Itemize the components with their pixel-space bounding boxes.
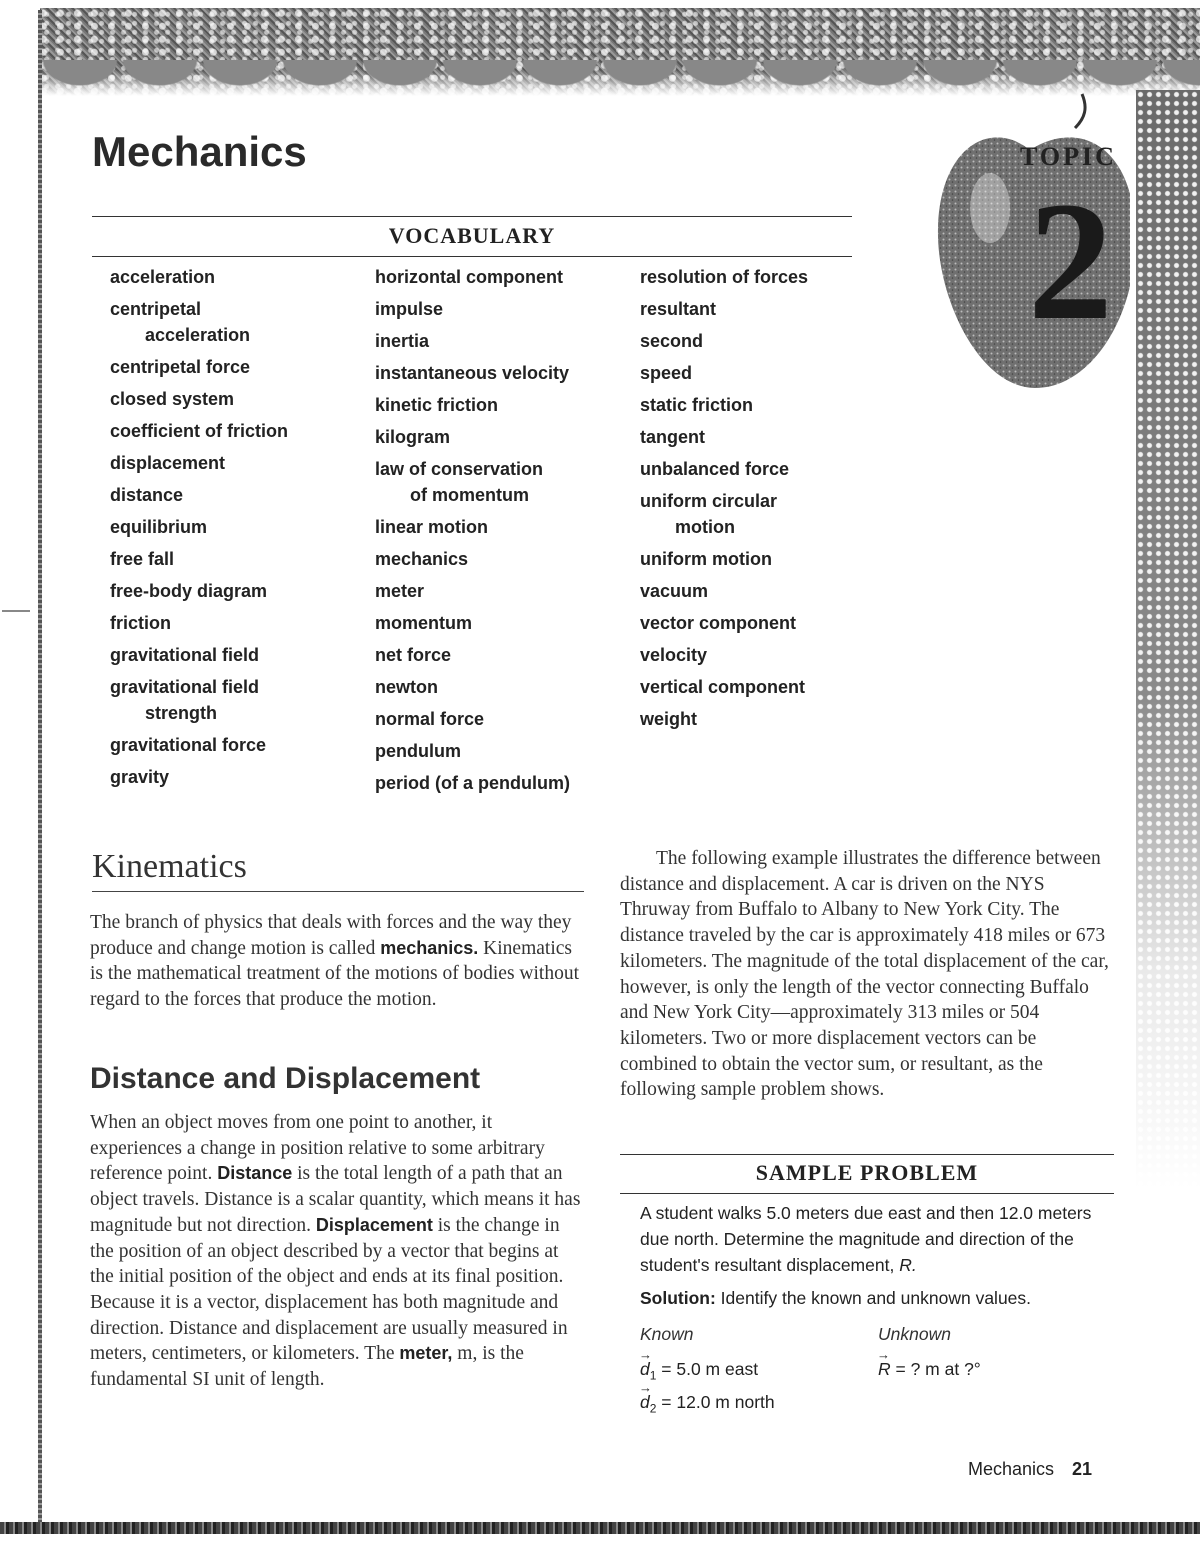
vocab-term: centripetal acceleration: [110, 299, 251, 345]
distance-displacement-heading: Distance and Displacement: [90, 1062, 481, 1095]
vocab-term: second: [640, 331, 704, 351]
page-title: Mechanics: [92, 128, 307, 175]
bottom-page-edge: [0, 1522, 1200, 1534]
topic-label: TOPIC: [1020, 142, 1117, 171]
unknown-label: Unknown: [878, 1324, 951, 1344]
vocab-term: net force: [375, 645, 452, 665]
vocab-term: linear motion: [375, 517, 489, 537]
vocab-term: momentum: [375, 613, 473, 633]
vocab-term: resultant: [640, 299, 717, 319]
sample-problem-heading: SAMPLE PROBLEM: [755, 1160, 979, 1185]
vocab-top-rule: [92, 216, 852, 217]
kinematics-heading: Kinematics: [92, 848, 247, 885]
vocab-term: instantaneous velocity: [375, 363, 570, 383]
page-number: 21: [1072, 1459, 1093, 1479]
vocab-term: speed: [640, 363, 693, 383]
vocab-term: displacement: [110, 453, 226, 473]
solution-label: Solution:: [640, 1288, 716, 1308]
vocab-term: velocity: [640, 645, 708, 665]
left-page-edge: [38, 10, 42, 1530]
solution-line: Solution: Identify the known and unknown values.: [640, 1288, 1032, 1308]
margin-mark: [2, 610, 30, 612]
distance-paragraph: When an object moves from one point to another, it experiences a change in position relative to some arbitrary reference point. Distance is the total length of a path that an object travels. Distance is a scalar quantity, which means it has magnitude but not direction. Displacement is the change in the position of an object described by a vector that begins at the initial position of the object and ends at its final position. Because it is a vector, displacement has both magnitude and direction. Distance and displacement are usually measured in meters, centimeters, or kilometers. The meter, m, is the fundamental SI unit of length.: [90, 1112, 581, 1391]
vocab-term: gravitational field strength: [110, 677, 260, 723]
vocab-term: meter: [375, 581, 425, 601]
known-label: Known: [640, 1324, 694, 1344]
vocab-term: impulse: [375, 299, 444, 319]
vocab-term: gravitational field: [110, 645, 260, 665]
vocab-term: closed system: [110, 389, 235, 409]
page-footer: [968, 1459, 1092, 1480]
vocab-term: free fall: [110, 549, 175, 569]
kinematics-paragraph: The branch of physics that deals with forces and the way they produce and change motion is called mechanics. Kinematics is the mathematical treatment of the motions of bodies without regard to the forces that produce the motion.: [90, 912, 580, 1011]
vocab-bottom-rule: [92, 256, 852, 257]
vocab-term: vacuum: [640, 581, 709, 601]
vocab-term: coefficient of friction: [110, 421, 289, 441]
vocab-term: newton: [375, 677, 438, 697]
vocab-term: equilibrium: [110, 517, 208, 537]
vocab-term: tangent: [640, 427, 705, 447]
sample-problem-top-rule: [620, 1154, 1114, 1155]
vocab-heading: VOCABULARY: [388, 223, 556, 248]
vocab-term: normal force: [375, 709, 485, 729]
vocab-term: mechanics: [375, 549, 469, 569]
vocab-term: gravitational force: [110, 735, 267, 755]
vocab-term: period (of a pendulum): [375, 773, 570, 793]
vocab-term: kinetic friction: [375, 395, 499, 415]
term-distance: Distance: [217, 1163, 293, 1184]
vocab-term: resolution of forces: [640, 267, 809, 287]
term-mechanics: mechanics.: [380, 937, 479, 958]
term-displacement: Displacement: [315, 1214, 433, 1235]
vocab-term: horizontal component: [375, 267, 563, 287]
vocab-column-1: [110, 264, 288, 796]
vocab-term: weight: [640, 709, 697, 729]
example-paragraph: The following example illustrates the difference between distance and displacement. A car is driven on the NYS Thruway from Buffalo to Albany to New York City. The distance traveled by the car is approximately 418 miles or 673 kilometers. The magnitude of the total displacement of the car, however, is only the length of the vector connecting Buffalo and New York City—approximately 313 miles or 504 kilometers. Two or more displacement vectors can be combined to obtain the vector sum, or resultant, as the following sample problem shows.: [620, 848, 1109, 1101]
vocab-term: unbalanced force: [640, 459, 790, 479]
vocab-term: inertia: [375, 331, 430, 351]
sample-problem-bottom-rule: [620, 1193, 1114, 1194]
right-page-edge: [1136, 90, 1200, 1190]
vocab-term: centripetal force: [110, 357, 251, 377]
known-d2: → $d_2 = 12.0$ m north: [640, 1389, 775, 1422]
vocab-term: pendulum: [375, 741, 461, 761]
vocab-term: uniform circular motion: [640, 491, 778, 537]
vocab-column-2: [375, 264, 570, 802]
vocab-term: uniform motion: [640, 549, 772, 569]
vocab-term: friction: [110, 613, 171, 633]
sample-problem-text: A student walks 5.0 meters due east and then 12.0 meters due north. Determine the magnitude and direction of the student's resultant displacement, R.: [640, 1203, 1092, 1275]
vocab-term: vector component: [640, 613, 797, 633]
vocab-term: free-body diagram: [110, 581, 268, 601]
vocab-term: vertical component: [640, 677, 806, 697]
footer-section: Mechanics: [968, 1459, 1055, 1479]
apple-topic-icon: [930, 88, 1130, 398]
vocab-term: gravity: [110, 767, 170, 787]
known-d1: → $d_1 = 5.0$ m east: [640, 1356, 758, 1389]
term-meter: meter,: [399, 1343, 453, 1364]
vocab-term: static friction: [640, 395, 754, 415]
vocab-term: kilogram: [375, 427, 451, 447]
unknown-r: → R = ? m at ?°: [878, 1356, 981, 1382]
kinematics-rule: [92, 891, 584, 892]
vocab-term: acceleration: [110, 267, 216, 287]
topic-number: 2: [1028, 167, 1113, 355]
vocab-column-3: [640, 264, 808, 738]
vocab-term: distance: [110, 485, 184, 505]
vocab-term: law of conservation of momentum: [375, 459, 544, 505]
